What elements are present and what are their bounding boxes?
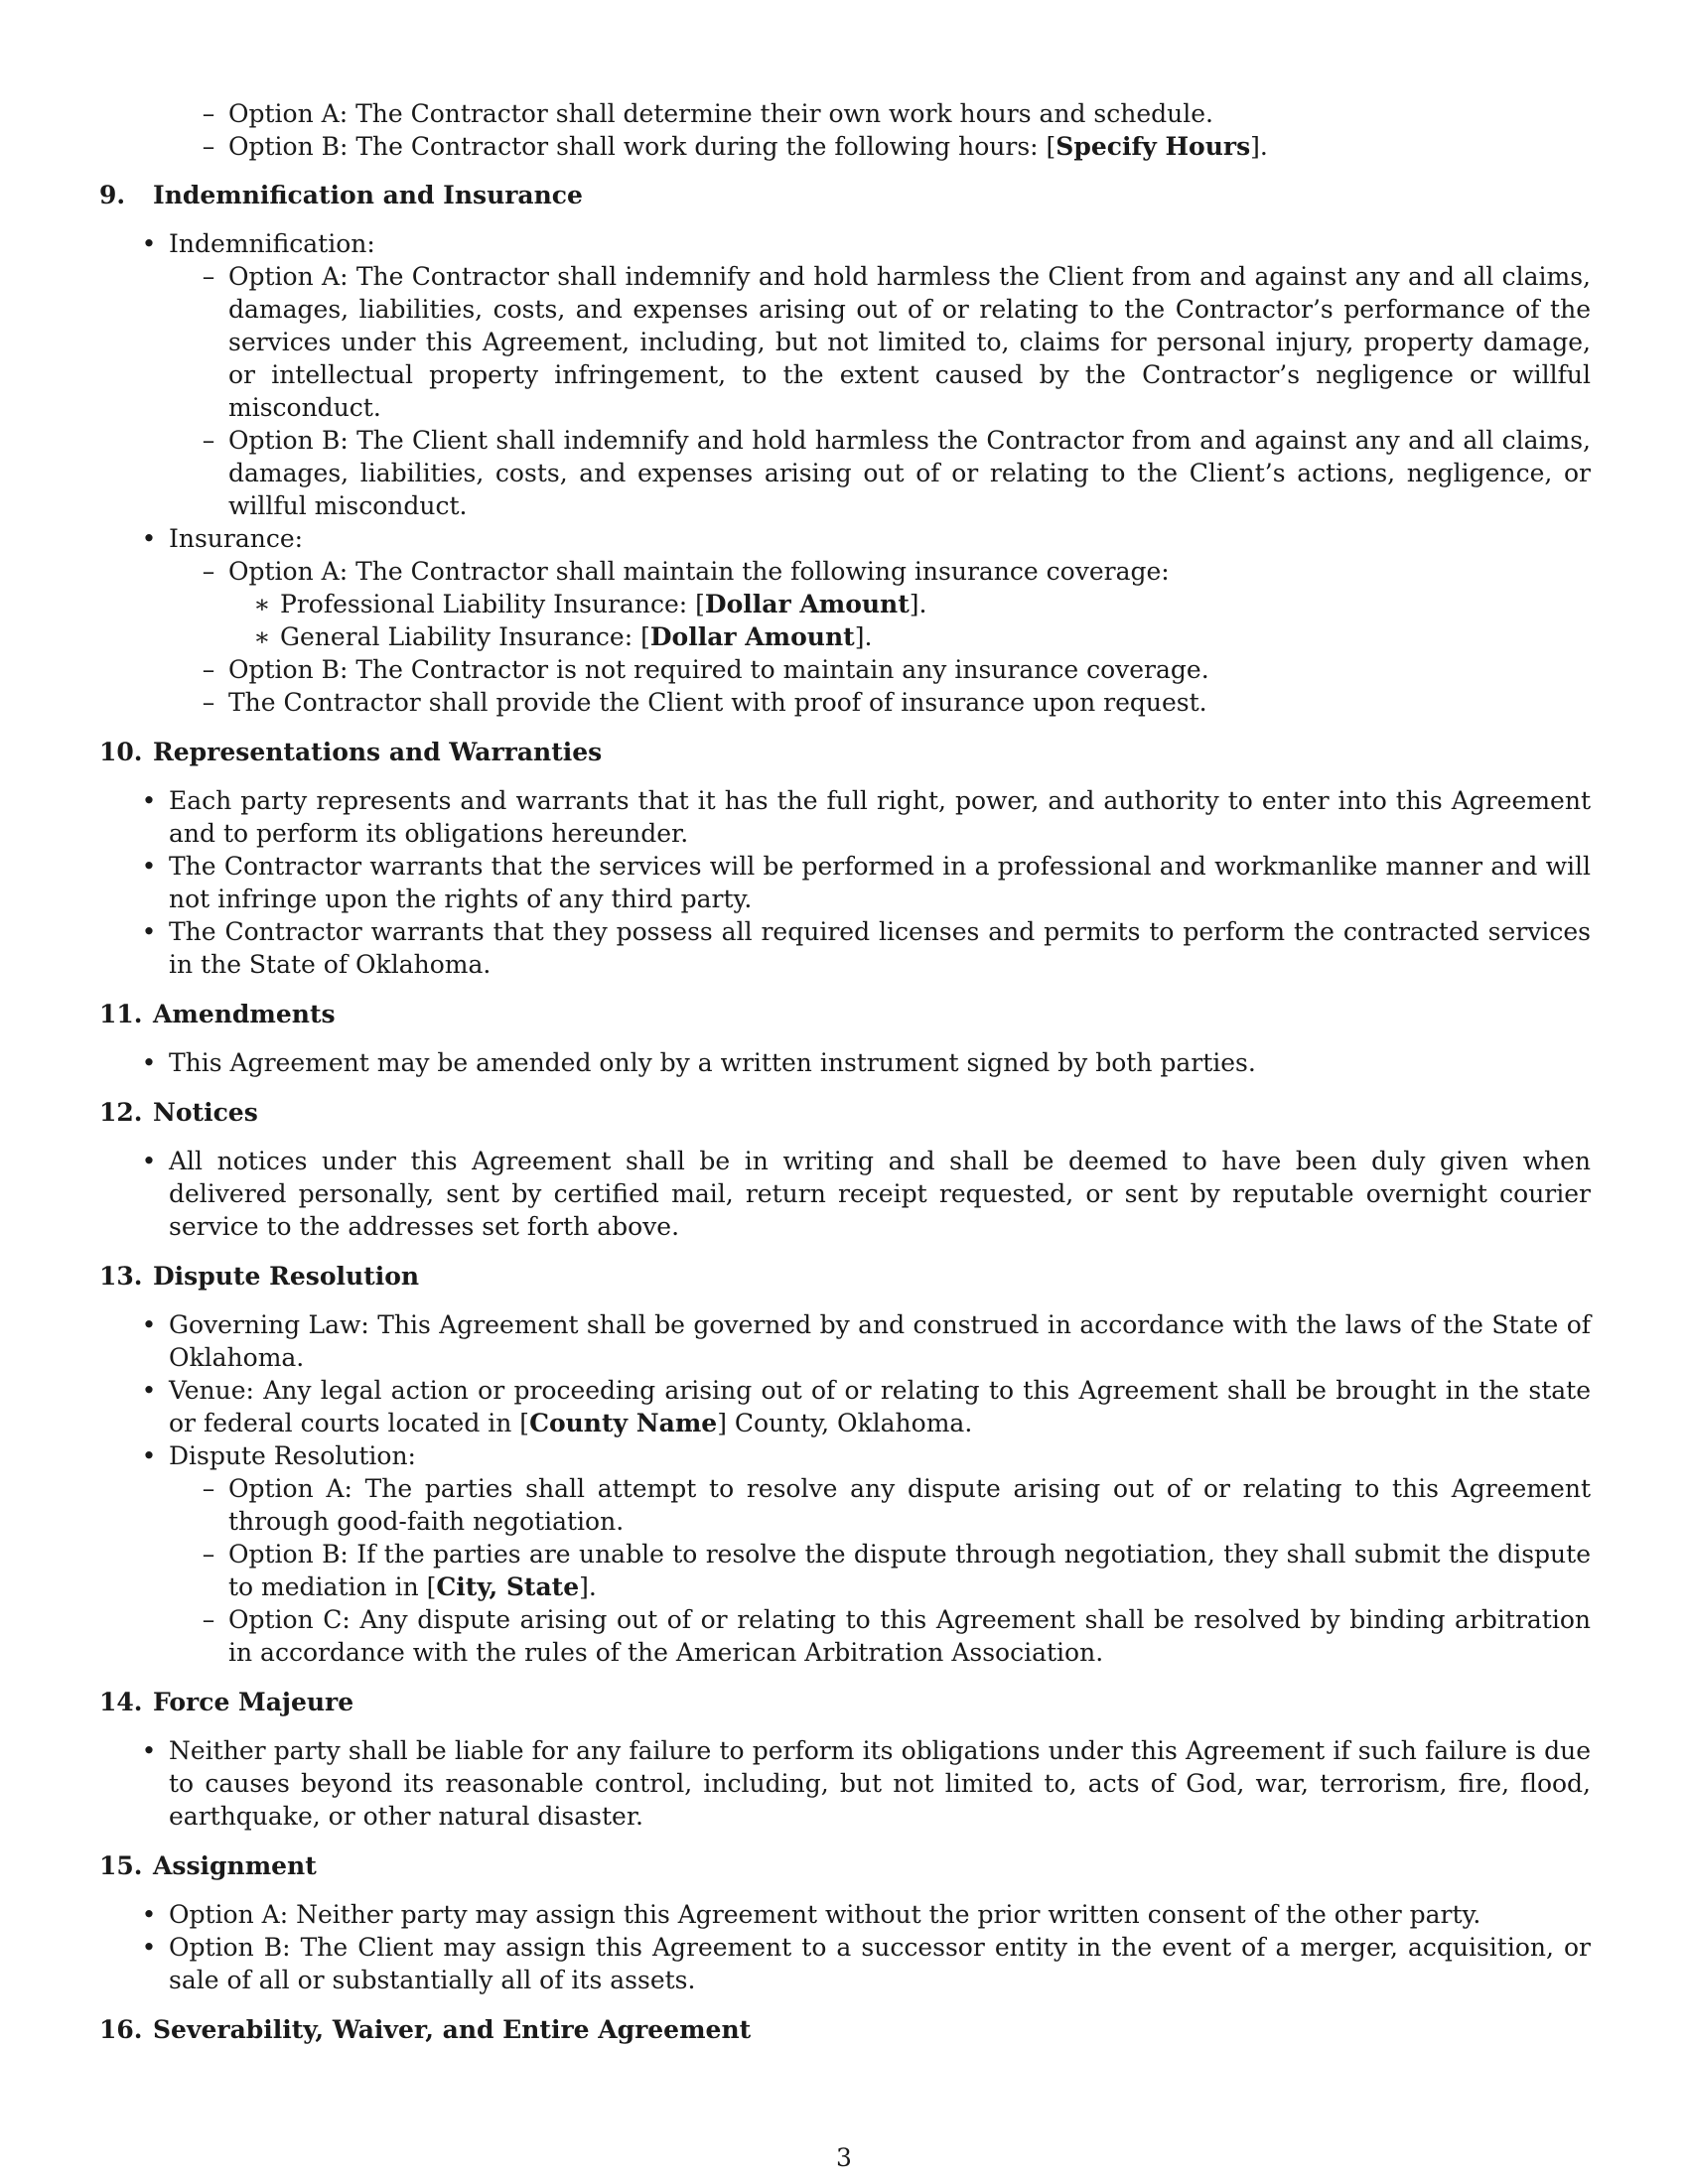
professional-liability-pre: Professional Liability Insurance: [ (280, 590, 705, 618)
amendments-text: This Agreement may be amended only by a written instrument signed by both parties. (169, 1048, 1256, 1077)
bullet-marker: • (141, 786, 157, 815)
list-item (99, 1439, 1591, 1472)
list-item (99, 1538, 1591, 1603)
list-item (99, 1308, 1591, 1374)
list-item (99, 915, 1591, 981)
list-item (99, 130, 1591, 163)
general-liability-post: ]. (854, 622, 873, 651)
indemnification-label: Indemnification: (169, 229, 375, 258)
section-title: Notices (153, 1098, 258, 1127)
section-heading-16 (99, 2013, 1591, 2046)
bullet-marker: • (141, 1900, 157, 1929)
bullet-marker: • (141, 524, 157, 553)
assignment-option-a: Option A: Neither party may assign this Agreement without the prior written consent of the other party. (169, 1900, 1481, 1929)
insurance-label: Insurance: (169, 524, 304, 553)
section-heading-9 (99, 179, 1591, 211)
professional-liability-post: ]. (909, 590, 927, 618)
list-item (99, 260, 1591, 424)
insurance-option-b: Option B: The Contractor is not required to maintain any insurance coverage. (228, 655, 1209, 684)
star-marker: ∗ (253, 590, 271, 618)
document-page (99, 97, 1591, 2062)
indemnification-option-a: Option A: The Contractor shall indemnify and hold harmless the Client from and against any and all claims, damages, liabilities, costs, and expenses arising out of or relating to the Contractor’s performance of the services under this Agreement, including, but not limited to, claims for personal injury, property damage, or intellectual property infringement, to the extent caused by the Contractor’s negligence or willful misconduct. (228, 262, 1591, 422)
list-item (99, 1374, 1591, 1439)
section-title: Amendments (153, 1000, 336, 1028)
bullet-marker: • (141, 1933, 157, 1962)
list-item (99, 97, 1591, 130)
list-item (99, 850, 1591, 915)
list-item (99, 555, 1591, 588)
list-item (99, 1734, 1591, 1833)
assignment-option-b: Option B: The Client may assign this Agreement to a successor entity in the event of a merger, acquisition, or sale of all or substantially all of its assets. (169, 1933, 1591, 1994)
dash-marker: – (202, 557, 215, 586)
section-title: Assignment (153, 1851, 317, 1880)
list-item (99, 1046, 1591, 1079)
bullet-marker: • (141, 1048, 157, 1077)
work-hours-option-b-pre: Option B: The Contractor shall work during the following hours: [ (228, 132, 1056, 161)
dash-marker: – (202, 1540, 215, 1569)
dash-marker: – (202, 1605, 215, 1634)
dash-marker: – (202, 1474, 215, 1503)
indemnification-option-b: Option B: The Client shall indemnify and hold harmless the Contractor from and against any and all claims, damages, liabilities, costs, and expenses arising out of or relating to the Client’s actions, negligence, or willful misconduct. (228, 426, 1591, 520)
section-number: 16. (99, 2015, 143, 2044)
list-item (99, 686, 1591, 719)
section-number: 9. (99, 181, 126, 209)
work-hours-option-b-post: ]. (1250, 132, 1268, 161)
bullet-marker: • (141, 852, 157, 881)
dash-marker: – (202, 99, 215, 128)
list-item (99, 1145, 1591, 1243)
insurance-proof: The Contractor shall provide the Client with proof of insurance upon request. (228, 688, 1207, 717)
governing-law: Governing Law: This Agreement shall be governed by and construed in accordance with the laws of the State of Oklahoma. (169, 1310, 1591, 1372)
section-heading-10 (99, 736, 1591, 768)
section-title: Severability, Waiver, and Entire Agreement (153, 2015, 752, 2044)
work-hours-option-a: Option A: The Contractor shall determine their own work hours and schedule. (228, 99, 1214, 128)
dash-marker: – (202, 688, 215, 717)
venue-post: ] County, Oklahoma. (717, 1409, 973, 1437)
list-item (99, 522, 1591, 555)
section-heading-11 (99, 998, 1591, 1030)
bullet-marker: • (141, 1376, 157, 1405)
bullet-marker: • (141, 1310, 157, 1339)
bullet-marker: • (141, 1147, 157, 1175)
page-number: 3 (836, 2143, 852, 2172)
section-number: 10. (99, 738, 143, 766)
section-number: 15. (99, 1851, 143, 1880)
section-title: Force Majeure (153, 1688, 354, 1716)
list-item (99, 653, 1591, 686)
section-number: 14. (99, 1688, 143, 1716)
dash-marker: – (202, 655, 215, 684)
dash-marker: – (202, 262, 215, 291)
bullet-marker: • (141, 1441, 157, 1470)
list-item (99, 588, 1591, 620)
notices-text: All notices under this Agreement shall be in writing and shall be deemed to have been duly given when delivered personally, sent by certified mail, return receipt requested, or sent by reputable overnight courier service to the addresses set forth above. (169, 1147, 1591, 1241)
section-title: Representations and Warranties (153, 738, 603, 766)
section-heading-13 (99, 1260, 1591, 1293)
dispute-option-c: Option C: Any dispute arising out of or relating to this Agreement shall be resolved by binding arbitration in accordance with the rules of the American Arbitration Association. (228, 1605, 1591, 1667)
section-title: Indemnification and Insurance (153, 181, 583, 209)
dispute-option-a: Option A: The parties shall attempt to resolve any dispute arising out of or relating to this Agreement through good-faith negotiation. (228, 1474, 1591, 1536)
section-number: 11. (99, 1000, 143, 1028)
list-item (99, 620, 1591, 653)
list-item (99, 1472, 1591, 1538)
warranty-licenses: The Contractor warrants that they possess all required licenses and permits to perform the contracted services in the State of Oklahoma. (169, 917, 1591, 979)
general-liability-pre: General Liability Insurance: [ (280, 622, 650, 651)
dash-marker: – (202, 132, 215, 161)
placeholder-city-state: City, State (436, 1572, 580, 1601)
section-heading-14 (99, 1686, 1591, 1718)
section-heading-15 (99, 1849, 1591, 1882)
star-marker: ∗ (253, 622, 271, 651)
list-item (99, 1931, 1591, 1996)
dispute-resolution-label: Dispute Resolution: (169, 1441, 416, 1470)
placeholder-specify-hours: Specify Hours (1055, 132, 1251, 161)
list-item (99, 1898, 1591, 1931)
warranty-authority: Each party represents and warrants that it has the full right, power, and authority to enter into this Agreement and to perform its obligations hereunder. (169, 786, 1591, 848)
bullet-marker: • (141, 917, 157, 946)
force-majeure-text: Neither party shall be liable for any failure to perform its obligations under this Agreement if such failure is due to causes beyond its reasonable control, including, but not limited to, acts of God, war, terrorism, fire, flood, earthquake, or other natural disaster. (169, 1736, 1591, 1831)
bullet-marker: • (141, 1736, 157, 1765)
dispute-option-b-pre: Option B: If the parties are unable to resolve the dispute through negotiation, they shall submit the dispute to mediation in [ (228, 1540, 1591, 1601)
list-item (99, 424, 1591, 522)
placeholder-dollar-amount: Dollar Amount (649, 622, 855, 651)
section-heading-12 (99, 1096, 1591, 1129)
placeholder-county-name: County Name (529, 1409, 718, 1437)
list-item (99, 1603, 1591, 1669)
dash-marker: – (202, 426, 215, 455)
bullet-marker: • (141, 229, 157, 258)
warranty-workmanlike: The Contractor warrants that the services will be performed in a professional and workmanlike manner and will not infringe upon the rights of any third party. (169, 852, 1591, 913)
dispute-option-b-post: ]. (579, 1572, 597, 1601)
section-number: 13. (99, 1262, 143, 1291)
list-item (99, 784, 1591, 850)
section-number: 12. (99, 1098, 143, 1127)
list-item (99, 227, 1591, 260)
venue-pre: Venue: Any legal action or proceeding arising out of or relating to this Agreement shall be brought in the state or federal courts located in [ (169, 1376, 1591, 1437)
section-title: Dispute Resolution (153, 1262, 420, 1291)
insurance-option-a: Option A: The Contractor shall maintain the following insurance coverage: (228, 557, 1170, 586)
placeholder-dollar-amount: Dollar Amount (704, 590, 910, 618)
